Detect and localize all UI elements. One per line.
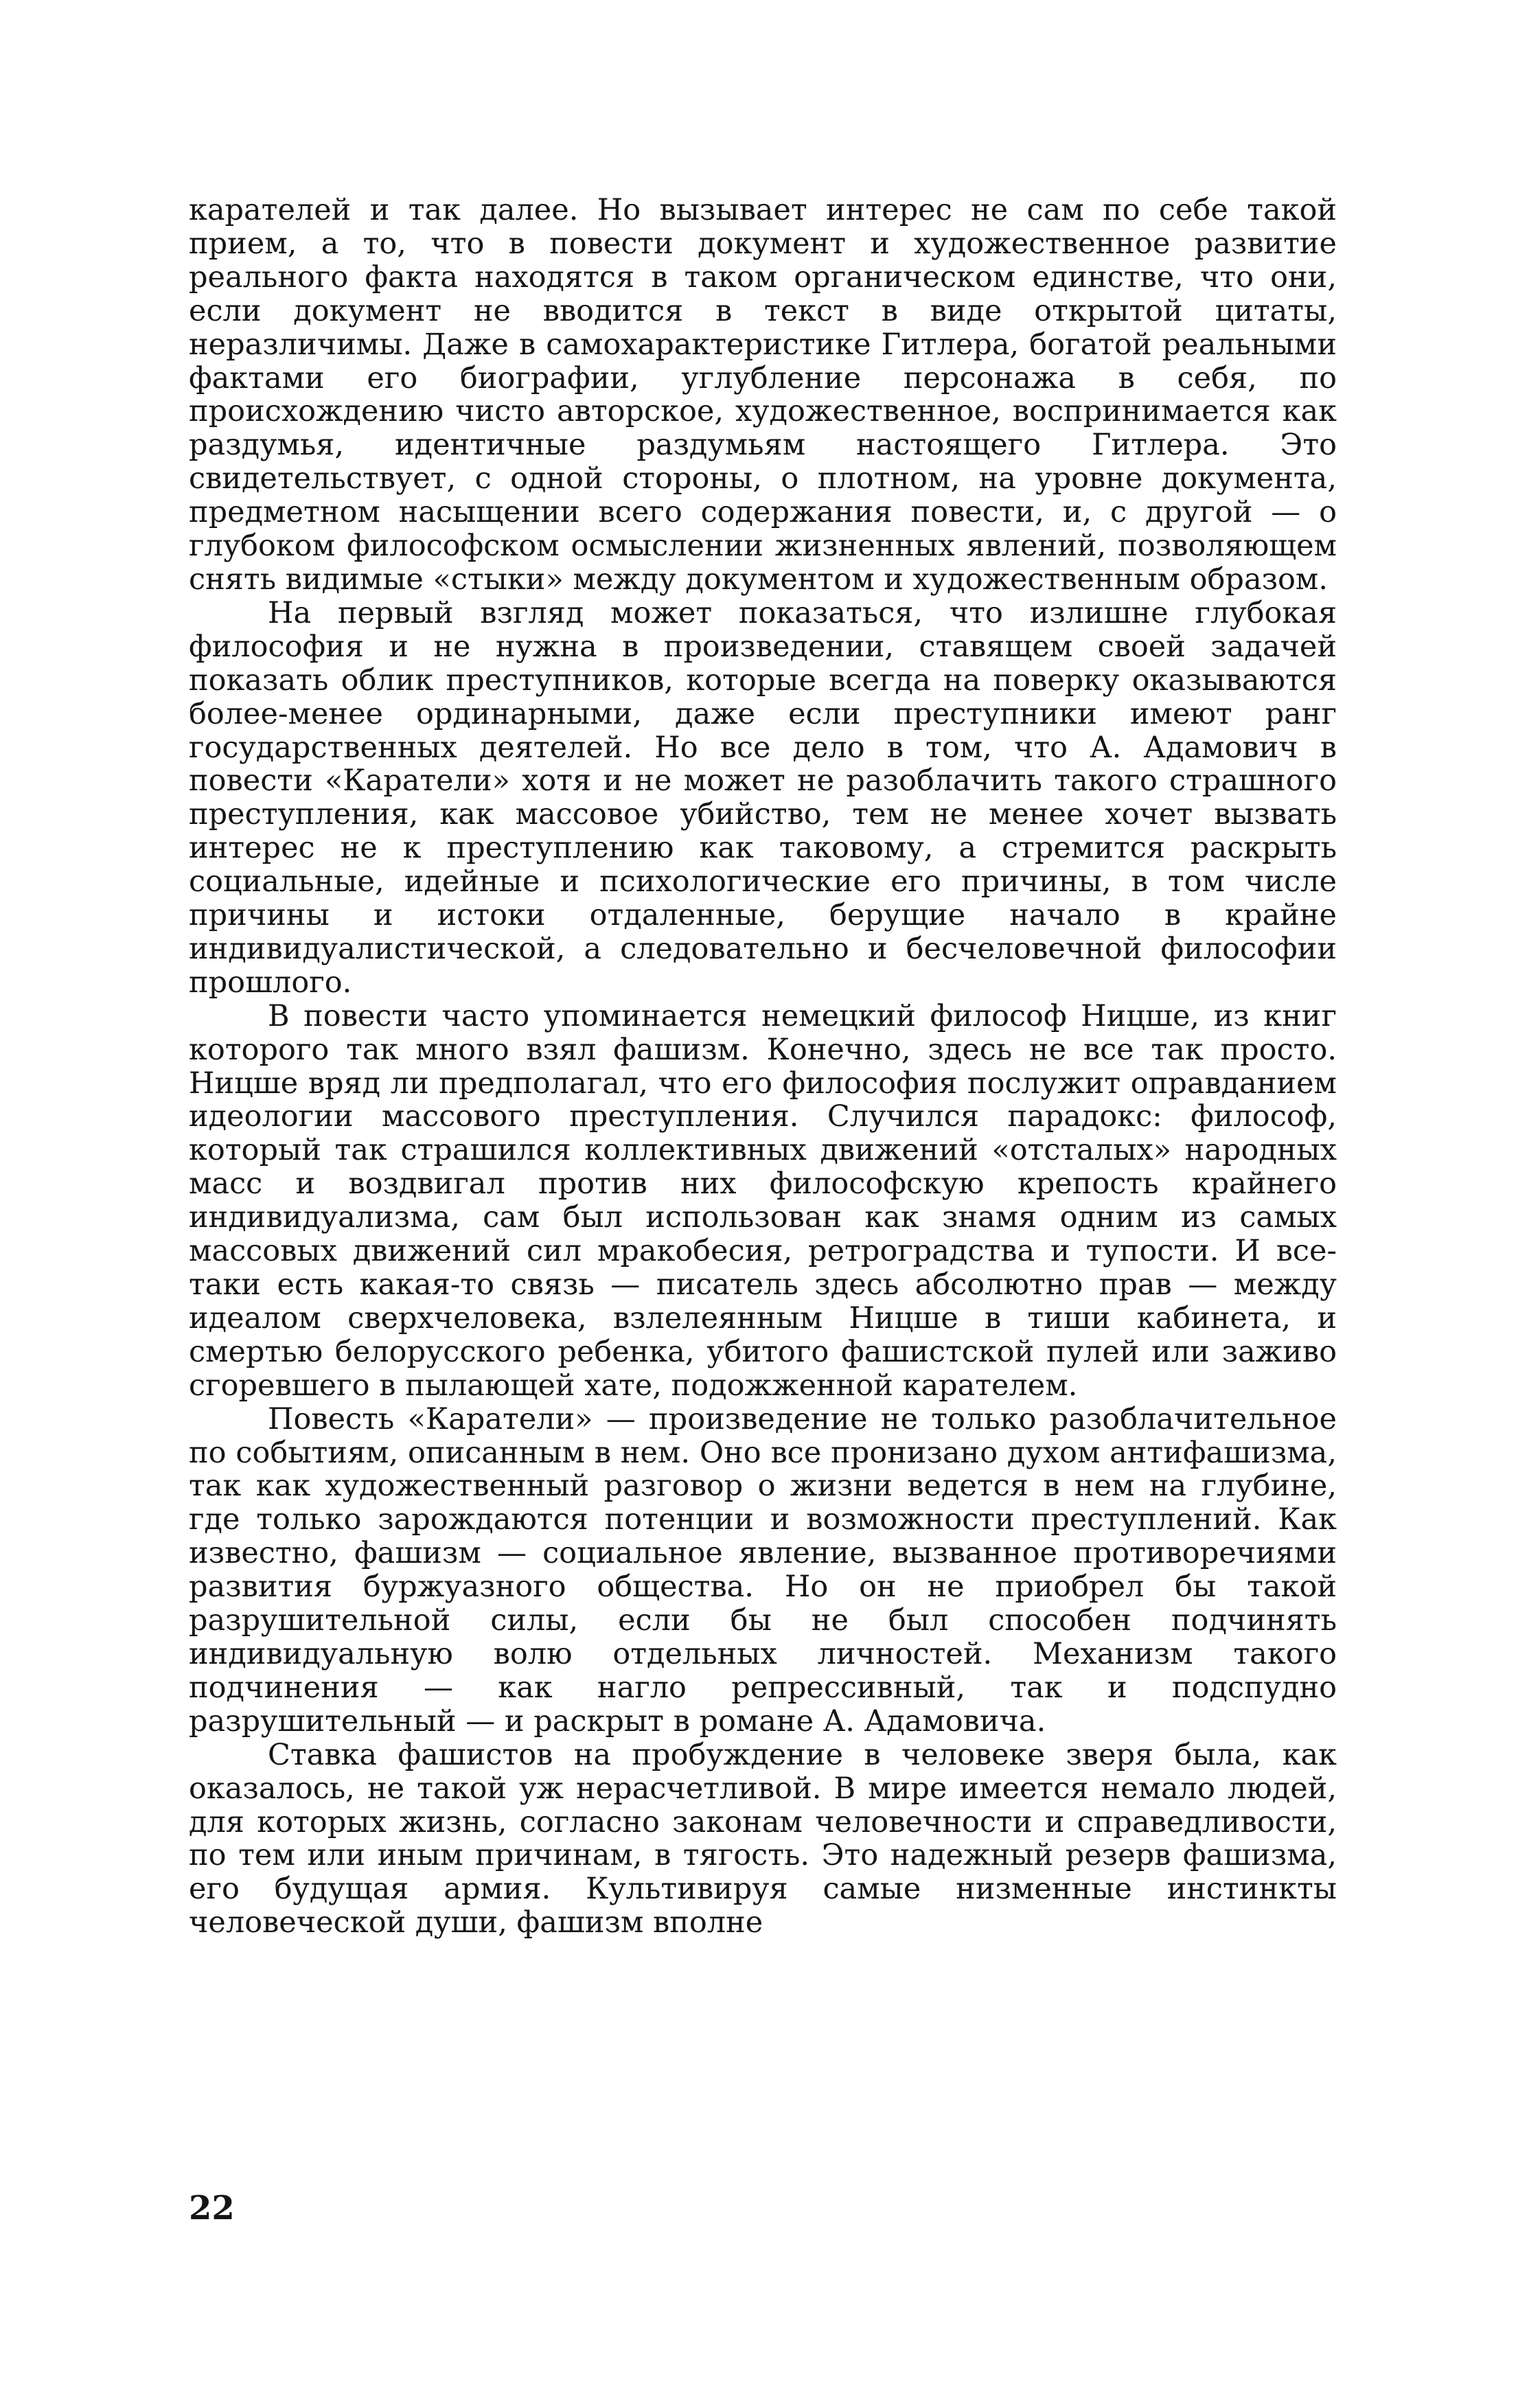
paragraph-1: карателей и так далее. Но вызывает интерес не сам по себе такой прием, а то, что в повести документ и художественное развитие реального факта находятся в таком органическом единстве, что они, если документ не вводится в текст в виде открытой цитаты, неразличимы. Даже в самохарактеристике Гитлера, богатой реальными фактами его биографии, углубление персонажа в себя, по происхождению чисто авторское, художественное, воспринимается как раздумья, идентичные раздумьям настоящего Гитлера. Это свидетельствует, с одной стороны, о плотном, на уровне документа, предметном насыщении всего содержания повести, и, с другой — о глубоком философском осмыслении жизненных явлений, позволяющем снять видимые «стыки» между документом и художественным образом. bbox=[189, 193, 1337, 597]
paragraph-3: В повести часто упоминается немецкий философ Ницше, из книг которого так много взял фашизм. Конечно, здесь не все так просто. Ницше вряд ли предполагал, что его философия послужит оправданием идеологии массового преступления. Случился парадокс: философ, который так страшился коллективных движений «отсталых» народных масс и воздвигал против них философскую крепость крайнего индивидуализма, сам был использован как знамя одним из самых массовых движений сил мракобесия, ретроградства и тупости. И все-таки есть какая-то связь — писатель здесь абсолютно прав — между идеалом сверхчеловека, взлелеянным Ницше в тиши кабинета, и смертью белорусского ребенка, убитого фашистской пулей или заживо сгоревшего в пылающей хате, подожженной карателем. bbox=[189, 998, 1337, 1403]
paragraph-5: Ставка фашистов на пробуждение в человеке зверя была, как оказалось, не такой уж нерасчетливой. В мире имеется немало людей, для которых жизнь, согласно законам человечности и справедливости, по тем или иным причинам, в тягость. Это надежный резерв фашизма, его будущая армия. Культивируя самые низменные инстинкты человеческой души, фашизм вполне bbox=[189, 1737, 1337, 1940]
paragraph-4: Повесть «Каратели» — произведение не только разоблачительное по событиям, описанным в нем. Оно все пронизано духом антифашизма, так как художественный разговор о жизни ведется в нем на глубине, где только зарождаются потенции и возможности преступлений. Как известно, фашизм — социальное явление, вызванное противоречиями развития буржуазного общества. Но он не приобрел бы такой разрушительной силы, если бы не был способен подчинять индивидуальную волю отдельных личностей. Механизм такого подчинения — как нагло репрессивный, так и подспудно разрушительный — и раскрыт в романе А. Адамовича. bbox=[189, 1401, 1337, 1739]
page-number: 22 bbox=[189, 2189, 235, 2227]
body-text bbox=[189, 194, 1337, 1940]
paragraph-2: На первый взгляд может показаться, что излишне глубокая философия и не нужна в произведении, ставящем своей задачей показать облик преступников, которые всегда на поверку оказываются более-менее ординарными, даже если преступники имеют ранг государственных деятелей. Но все дело в том, что А. Адамович в повести «Каратели» хотя и не может не разоблачить такого страшного преступления, как массовое убийство, тем не менее хочет вызвать интерес не к преступлению как таковому, а стремится раскрыть социальные, идейные и психологические его причины, в том числе причины и истоки отдаленные, берущие начало в крайне индивидуалистической, а следовательно и бесчеловечной философии прошлого. bbox=[189, 595, 1337, 1000]
